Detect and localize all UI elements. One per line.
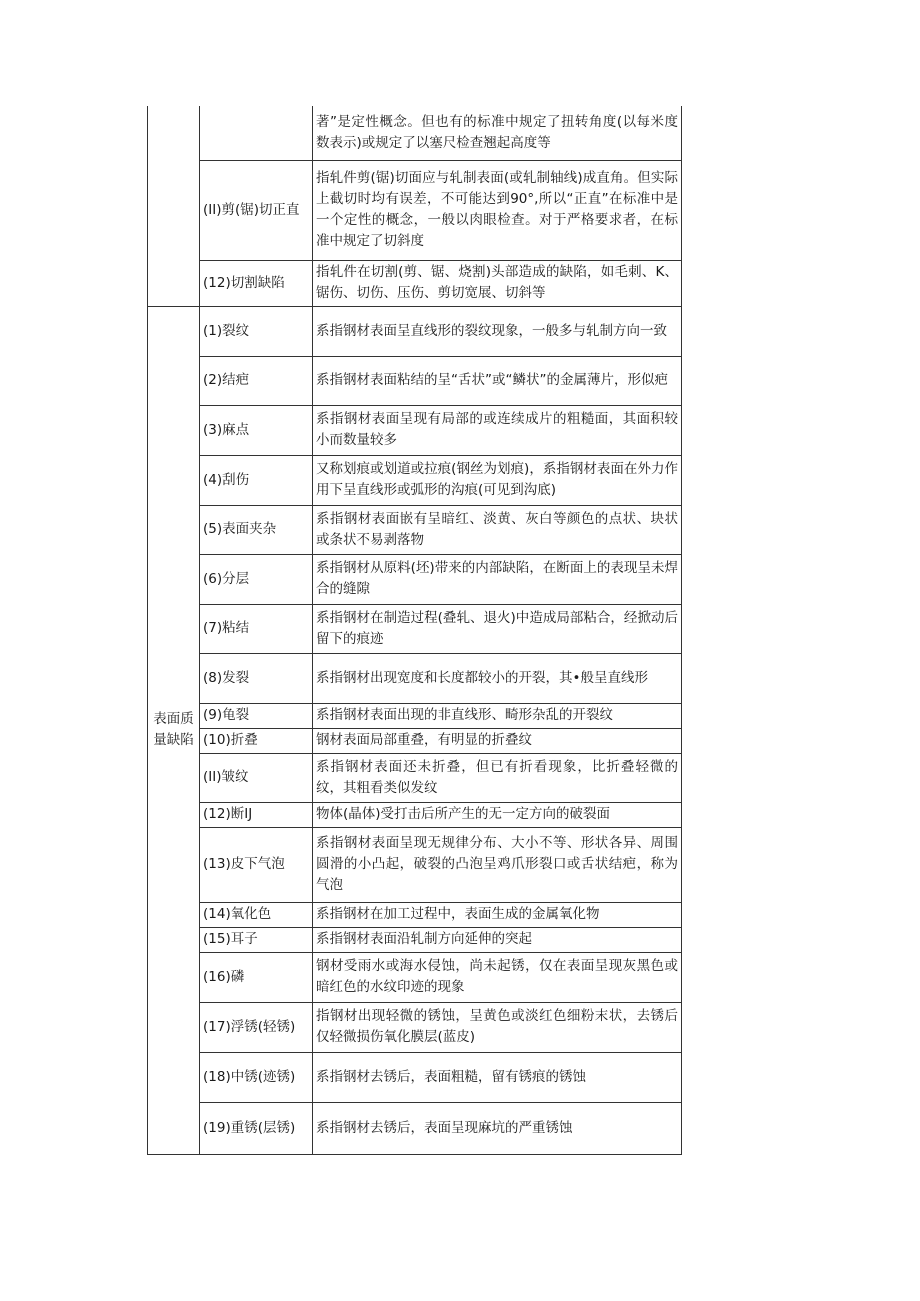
table-row [148, 505, 682, 554]
defect-desc-cell: 系指钢材表面还未折叠，但已有折看现象，比折叠轻微的纹，其粗看类似发纹 [313, 753, 682, 802]
defect-name-cell: (1)裂纹 [200, 306, 313, 356]
defect-desc-cell: 系指钢材表面呈现无规律分布、大小不等、形状各异、周围圆滑的小凸起，破裂的凸泡呈鸡爪形裂口或舌状结疤，称为气泡 [313, 827, 682, 902]
defect-name-cell: (12)断IJ [200, 802, 313, 827]
defect-desc-cell: 系指钢材从原料(坯)带来的内部缺陷，在断面上的表现呈未焊合的缝隙 [313, 554, 682, 604]
defect-desc-cell: 钢材表面局部重叠，有明显的折叠纹 [313, 728, 682, 753]
defect-desc-cell: 系指钢材出现宽度和长度都较小的开裂，其•般呈直线形 [313, 653, 682, 703]
category-cell-empty [148, 106, 200, 306]
defect-name-cell: (3)麻点 [200, 405, 313, 455]
defect-name-cell: (9)龟裂 [200, 703, 313, 728]
table-row [148, 902, 682, 927]
defect-desc-cell: 系指钢材表面出现的非直线形、畸形杂乱的开裂纹 [313, 703, 682, 728]
table-row [148, 653, 682, 703]
defect-desc-cell: 系指钢材表面呈直线形的裂纹现象，一般多与轧制方向一致 [313, 306, 682, 356]
table-row [148, 260, 682, 306]
defect-name-cell: (17)浮锈(轻锈) [200, 1002, 313, 1052]
table-row [148, 356, 682, 405]
defect-name-cell: (7)粘结 [200, 604, 313, 653]
defect-name-cell: (II)皱纹 [200, 753, 313, 802]
defect-name-cell: (4)刮伤 [200, 455, 313, 505]
table-row [148, 753, 682, 802]
defect-desc-cell: 指轧件在切割(剪、锯、烧割)头部造成的缺陷，如毛刺、K、锯伤、切伤、压伤、剪切宽展、切斜等 [313, 260, 682, 306]
defect-desc-cell: 系指钢材表面粘结的呈“舌状”或“鳞状”的金属薄片，形似疤 [313, 356, 682, 405]
defect-name-cell: (2)结疤 [200, 356, 313, 405]
defect-name-cell: (6)分层 [200, 554, 313, 604]
defect-name-cell: (14)氧化色 [200, 902, 313, 927]
defect-desc-cell: 指轧件剪(锯)切面应与轧制表面(或轧制轴线)成直角。但实际上截切时均有误差，不可能达到90°,所以“正直”在标准中是一个定性的概念，一般以肉眼检查。对于严格要求者，在标准中规定了切斜度 [313, 160, 682, 260]
table-row [148, 827, 682, 902]
defect-name-cell: (18)中锈(迹锈) [200, 1052, 313, 1102]
defect-desc-cell: 系指钢材表面呈现有局部的或连续成片的粗糙面，其面积较小而数量较多 [313, 405, 682, 455]
table-row [148, 554, 682, 604]
defect-name-cell: (10)折叠 [200, 728, 313, 753]
table-row [148, 1002, 682, 1052]
table-row [148, 405, 682, 455]
defect-name-cell: (19)重锈(层锈) [200, 1102, 313, 1154]
defect-desc-cell: 指钢材出现轻微的锈蚀，呈黄色或淡红色细粉末状，去锈后仅轻微损伤氧化膜层(蓝皮) [313, 1002, 682, 1052]
category-cell: 表面质量缺陷 [148, 306, 200, 1154]
table-row [148, 604, 682, 653]
table-row [148, 455, 682, 505]
table-row [148, 160, 682, 260]
table-row [148, 927, 682, 952]
table-row [148, 306, 682, 356]
defect-desc-cell: 物体(晶体)受打击后所产生的无一定方向的破裂面 [313, 802, 682, 827]
defect-desc-cell: 系指钢材在加工过程中，表面生成的金属氧化物 [313, 902, 682, 927]
defect-name-cell: (8)发裂 [200, 653, 313, 703]
defect-desc-cell: 著”是定性概念。但也有的标准中规定了扭转角度(以每米度数表示)或规定了以塞尺检查翘起高度等 [313, 106, 682, 160]
defect-name-cell: (15)耳子 [200, 927, 313, 952]
defect-desc-cell: 系指钢材表面嵌有呈暗红、淡黄、灰白等颜色的点状、块状或条状不易剥落物 [313, 505, 682, 554]
defect-desc-cell: 系指钢材去锈后，表面呈现麻坑的严重锈蚀 [313, 1102, 682, 1154]
table-row [148, 952, 682, 1002]
defect-name-cell: (II)剪(锯)切正直 [200, 160, 313, 260]
defect-name-cell: (12)切割缺陷 [200, 260, 313, 306]
defect-name-cell: (13)皮下气泡 [200, 827, 313, 902]
defect-desc-cell: 系指钢材表面沿轧制方向延伸的突起 [313, 927, 682, 952]
table-row [148, 703, 682, 728]
defect-desc-cell: 系指钢材在制造过程(叠轧、退火)中造成局部粘合，经掀动后留下的痕迹 [313, 604, 682, 653]
table-row [148, 1102, 682, 1154]
table-row [148, 728, 682, 753]
defect-desc-cell: 钢材受雨水或海水侵蚀，尚未起锈，仅在表面呈现灰黑色或暗红色的水纹印迹的现象 [313, 952, 682, 1002]
defect-desc-cell: 系指钢材去锈后，表面粗糙，留有锈痕的锈蚀 [313, 1052, 682, 1102]
defect-name-cell: (5)表面夹杂 [200, 505, 313, 554]
steel-defects-table [147, 106, 682, 1155]
defect-name-cell [200, 106, 313, 160]
table-row [148, 802, 682, 827]
defect-name-cell: (16)磷 [200, 952, 313, 1002]
table-row [148, 1052, 682, 1102]
table-row [148, 106, 682, 160]
defect-desc-cell: 又称划痕或划道或拉痕(钢丝为划痕)，系指钢材表面在外力作用下呈直线形或弧形的沟痕(可见到沟底) [313, 455, 682, 505]
